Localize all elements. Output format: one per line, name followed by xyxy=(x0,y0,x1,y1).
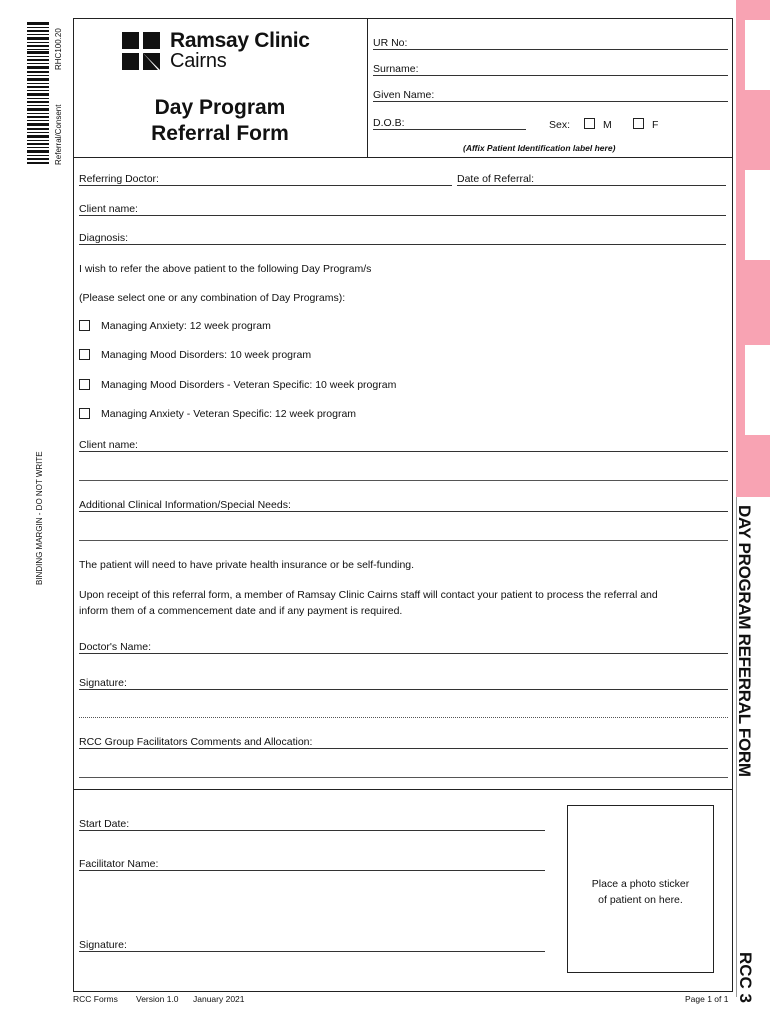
photo-note-line1: Place a photo sticker xyxy=(591,878,690,890)
date-of-referral-label: Date of Referral: xyxy=(457,173,537,185)
footer-version: Version 1.0 xyxy=(136,994,179,1004)
ur-no-field[interactable] xyxy=(373,37,728,50)
tab-block xyxy=(736,90,770,170)
footer-page: Page 1 of 1 xyxy=(685,994,729,1004)
doctors-name-label: Doctor's Name: xyxy=(79,641,154,653)
form-title-line1: Day Program xyxy=(154,96,286,119)
program-checkbox[interactable] xyxy=(79,379,90,390)
binding-margin-note: BINDING MARGIN - DO NOT WRITE xyxy=(35,451,44,585)
client-name-field[interactable] xyxy=(79,203,726,216)
referring-doctor-label: Referring Doctor: xyxy=(79,173,162,185)
facilitator-signature-field[interactable] xyxy=(79,939,545,952)
start-date-label: Start Date: xyxy=(79,818,132,830)
logo-location: Cairns xyxy=(170,50,227,72)
sex-f-label: F xyxy=(652,119,659,131)
blank-line[interactable] xyxy=(79,480,728,481)
form-title-line2: Referral Form xyxy=(151,122,289,145)
given-name-label: Given Name: xyxy=(373,89,437,101)
rcc-comments-label: RCC Group Facilitators Comments and Allocation: xyxy=(79,736,315,748)
program-select-note: (Please select one or any combination of Day Programs): xyxy=(79,292,346,304)
tab-block xyxy=(736,170,745,260)
tab-block xyxy=(736,345,745,435)
sex-label: Sex: xyxy=(549,119,571,131)
sex-m-checkbox[interactable] xyxy=(584,118,595,129)
client-name-2-field[interactable] xyxy=(79,439,728,452)
header-divider xyxy=(367,18,368,158)
client-name-label: Client name: xyxy=(79,203,141,215)
facilitator-signature-label: Signature: xyxy=(79,939,130,951)
footer-forms: RCC Forms xyxy=(73,994,118,1004)
dob-label: D.O.B: xyxy=(373,117,408,129)
program-checkbox[interactable] xyxy=(79,408,90,419)
additional-info-field[interactable] xyxy=(79,499,728,512)
insurance-note: The patient will need to have private health insurance or be self-funding. xyxy=(79,559,415,571)
header-bottom-rule xyxy=(73,157,733,158)
program-checkbox[interactable] xyxy=(79,320,90,331)
barcode xyxy=(27,22,49,164)
blank-line[interactable] xyxy=(79,777,728,778)
allocation-top-rule xyxy=(73,789,733,790)
logo-name: Ramsay Clinic xyxy=(170,29,310,52)
side-title: DAY PROGRAM REFERRAL FORM xyxy=(735,505,754,777)
rcc-comments-field[interactable] xyxy=(79,736,728,749)
dob-field[interactable] xyxy=(373,117,526,130)
barcode-label: Referral/Consent xyxy=(54,104,63,165)
affix-label-note: (Affix Patient Identification label here) xyxy=(463,143,616,153)
surname-field[interactable] xyxy=(373,63,728,76)
diagnosis-label: Diagnosis: xyxy=(79,232,131,244)
referral-intro: I wish to refer the above patient to the following Day Program/s xyxy=(79,263,372,275)
diagnosis-field[interactable] xyxy=(79,232,726,245)
footer-date: January 2021 xyxy=(193,994,245,1004)
photo-sticker-box[interactable] xyxy=(567,805,714,973)
facilitator-name-label: Facilitator Name: xyxy=(79,858,161,870)
client-name-2-label: Client name: xyxy=(79,439,141,451)
program-label: Managing Mood Disorders: 10 week program xyxy=(101,349,312,361)
tab-block xyxy=(736,0,770,20)
dotted-separator xyxy=(79,717,728,718)
program-label: Managing Anxiety - Veteran Specific: 12 week program xyxy=(101,408,357,420)
tab-block xyxy=(736,260,770,345)
surname-label: Surname: xyxy=(373,63,422,75)
photo-note-line2: of patient on here. xyxy=(598,894,683,906)
barcode-code: RHC100.20 xyxy=(54,28,63,70)
sex-m-label: M xyxy=(603,119,612,131)
side-code: RCC 3 xyxy=(736,952,755,1004)
given-name-field[interactable] xyxy=(373,89,728,102)
program-label: Managing Anxiety: 12 week program xyxy=(101,320,271,332)
tab-block xyxy=(736,435,770,497)
date-of-referral-field[interactable] xyxy=(457,173,726,186)
additional-info-label: Additional Clinical Information/Special Needs: xyxy=(79,499,294,511)
ramsay-logo-icon xyxy=(122,32,160,70)
receipt-note-line2: inform them of a commencement date and if any payment is required. xyxy=(79,605,403,617)
sex-f-checkbox[interactable] xyxy=(633,118,644,129)
ur-no-label: UR No: xyxy=(373,37,410,49)
doctor-signature-label: Signature: xyxy=(79,677,130,689)
start-date-field[interactable] xyxy=(79,818,545,831)
tab-block xyxy=(736,20,745,90)
facilitator-name-field[interactable] xyxy=(79,858,545,871)
blank-line[interactable] xyxy=(79,540,728,541)
program-label: Managing Mood Disorders - Veteran Specific: 10 week program xyxy=(101,379,397,391)
program-checkbox[interactable] xyxy=(79,349,90,360)
receipt-note-line1: Upon receipt of this referral form, a member of Ramsay Clinic Cairns staff will contact your patient to process the referral and xyxy=(79,589,658,601)
doctor-signature-field[interactable] xyxy=(79,677,728,690)
doctors-name-field[interactable] xyxy=(79,641,728,654)
referring-doctor-field[interactable] xyxy=(79,173,452,186)
